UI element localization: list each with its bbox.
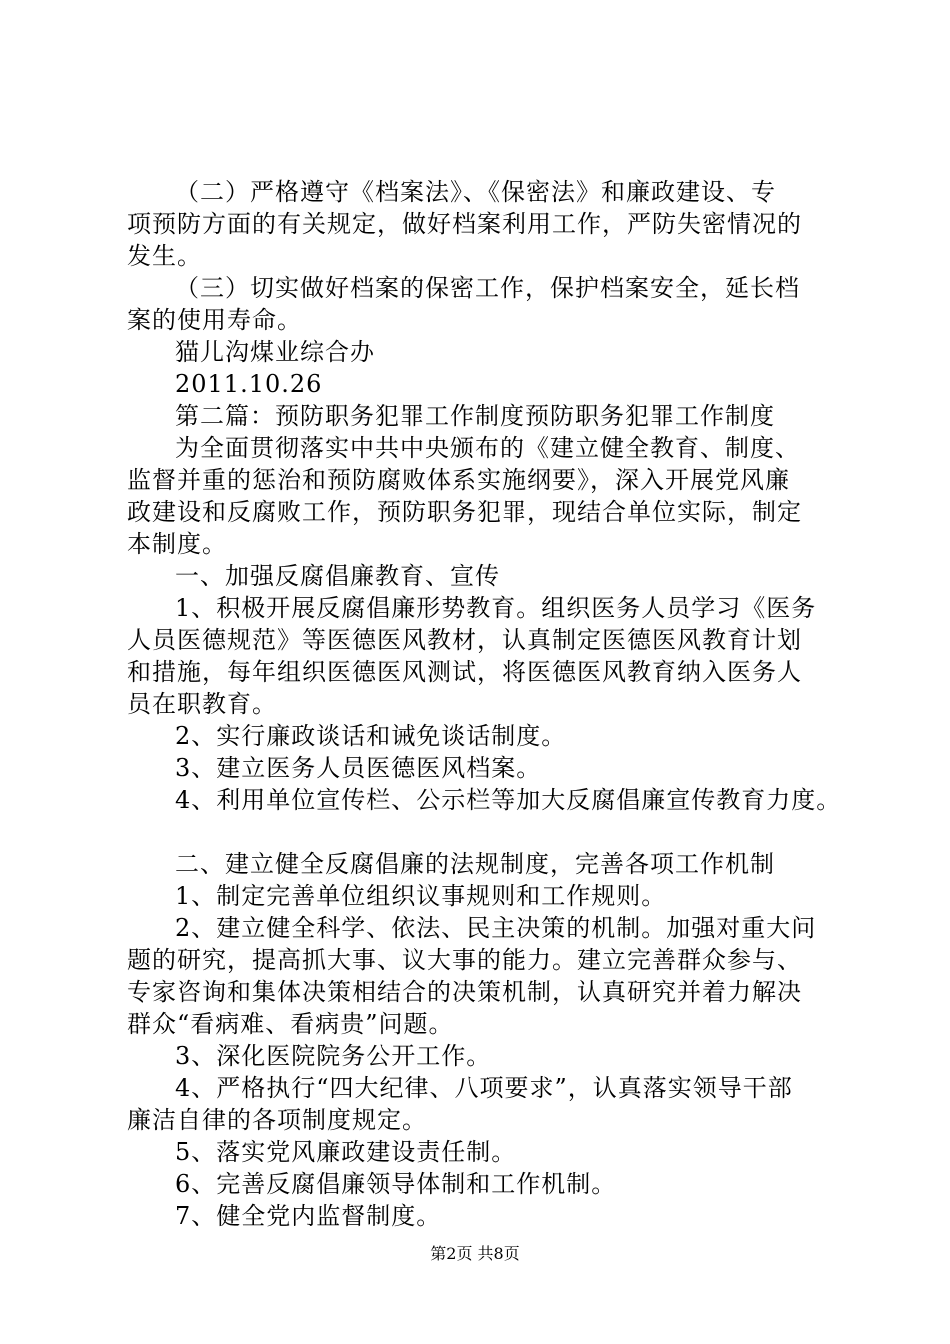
blank-line: [127, 816, 837, 848]
list-item: 6、完善反腐倡廉领导体制和工作机制。: [175, 1170, 617, 1198]
list-item: 5、落实党风廉政建设责任制。: [175, 1138, 517, 1166]
list-item: 2、实行廉政谈话和诫免谈话制度。: [175, 722, 567, 750]
paragraph-line: 群众“看病难、看病贵”问题。: [127, 1010, 454, 1038]
paragraph-line: 人员医德规范》等医德医风教材，认真制定医德医风教育计划: [127, 626, 802, 654]
paragraph-line: 和措施，每年组织医德医风测试，将医德医风教育纳入医务人: [127, 658, 802, 686]
section-heading: 一、加强反腐倡廉教育、宣传: [175, 562, 500, 590]
paragraph-line: 监督并重的惩治和预防腐败体系实施纲要》，深入开展党风廉: [127, 466, 790, 494]
paragraph-line: 发生。: [127, 242, 202, 270]
signature-org: 猫儿沟煤业综合办: [175, 338, 375, 366]
paragraph-line: 专家咨询和集体决策相结合的决策机制，认真研究并着力解决: [127, 978, 802, 1006]
paragraph-line: （二）严格遵守《档案法》、《保密法》和廉政建设、专: [175, 178, 776, 206]
list-item: 3、建立医务人员医德医风档案。: [175, 754, 542, 782]
section-title: 第二篇：预防职务犯罪工作制度预防职务犯罪工作制度: [175, 402, 775, 430]
section-heading: 二、建立健全反腐倡廉的法规制度，完善各项工作机制: [175, 850, 775, 878]
paragraph-line: 本制度。: [127, 530, 227, 558]
paragraph-line: 为全面贯彻落实中共中央颁布的《建立健全教育、制度、: [175, 434, 800, 462]
paragraph-line: 题的研究，提高抓大事、议大事的能力。建立完善群众参与、: [127, 946, 802, 974]
list-item: 7、健全党内监督制度。: [175, 1202, 442, 1230]
page-number: 第2页 共8页: [430, 1244, 520, 1263]
list-item: 4、利用单位宣传栏、公示栏等加大反腐倡廉宣传教育力度。: [175, 786, 842, 814]
list-item: 3、深化医院院务公开工作。: [175, 1042, 492, 1070]
paragraph-line: 1、积极开展反腐倡廉形势教育。组织医务人员学习《医务: [175, 594, 817, 622]
paragraph-line: （三）切实做好档案的保密工作，保护档案安全，延长档: [175, 274, 800, 302]
paragraph-line: 政建设和反腐败工作，预防职务犯罪，现结合单位实际，制定: [127, 498, 802, 526]
paragraph-line: 项预防方面的有关规定，做好档案利用工作，严防失密情况的: [127, 210, 802, 238]
paragraph-line: 员在职教育。: [127, 690, 277, 718]
document-body: [127, 176, 842, 1232]
paragraph-line: 廉洁自律的各项制度规定。: [127, 1106, 427, 1134]
list-item: 2、建立健全科学、依法、民主决策的机制。加强对重大问: [175, 914, 817, 942]
signature-date: 2011.10.26: [175, 370, 323, 398]
list-item: 1、制定完善单位组织议事规则和工作规则。: [175, 882, 667, 910]
paragraph-line: 案的使用寿命。: [127, 306, 302, 334]
list-item: 4、严格执行“四大纪律、八项要求”，认真落实领导干部: [175, 1074, 793, 1102]
